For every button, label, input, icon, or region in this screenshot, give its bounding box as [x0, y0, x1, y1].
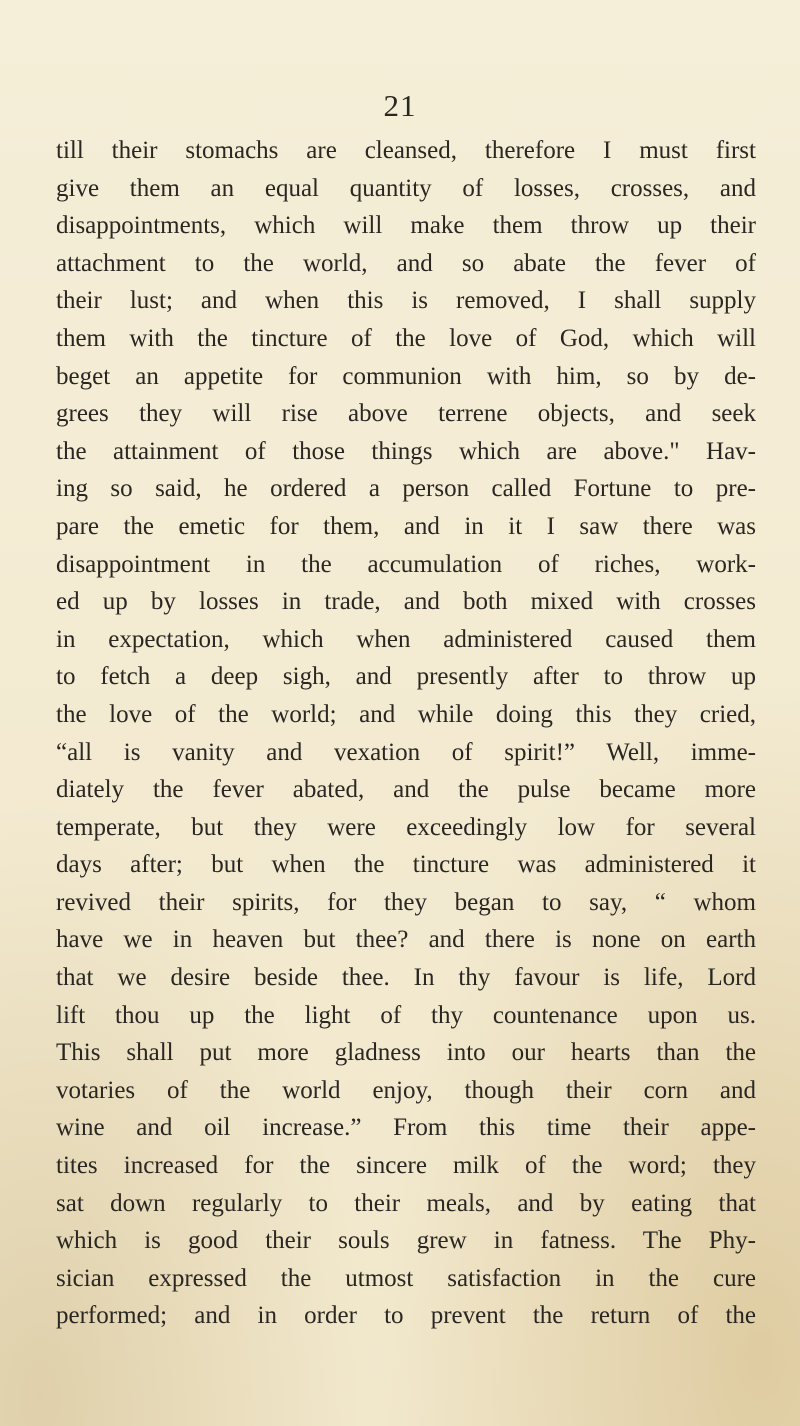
text-line: revived their spirits, for they began to say, “ whom	[56, 888, 756, 916]
body-text	[56, 132, 756, 1335]
text-line: disappointment in the accumulation of riches, work-	[56, 550, 756, 578]
text-line: give them an equal quantity of losses, crosses, and	[56, 174, 756, 202]
text-line: grees they will rise above terrene objects, and seek	[56, 400, 756, 428]
text-line: “all is vanity and vexation of spirit!” Well, imme-	[56, 738, 756, 766]
text-line: the love of the world; and while doing this they cried,	[56, 700, 756, 728]
text-line: ed up by losses in trade, and both mixed with crosses	[56, 588, 756, 616]
text-line: votaries of the world enjoy, though their corn and	[56, 1076, 756, 1104]
text-line: which is good their souls grew in fatness. The Phy-	[56, 1227, 756, 1255]
text-line: to fetch a deep sigh, and presently after to throw up	[56, 663, 756, 691]
text-line: their lust; and when this is removed, I shall supply	[56, 287, 756, 315]
text-line: pare the emetic for them, and in it I saw there was	[56, 512, 756, 540]
text-line: attachment to the world, and so abate the fever of	[56, 249, 756, 277]
text-line: the attainment of those things which are above." Hav-	[56, 437, 756, 465]
text-line: ing so said, he ordered a person called Fortune to pre-	[56, 475, 756, 503]
text-line: This shall put more gladness into our hearts than the	[56, 1039, 756, 1067]
text-line: performed; and in order to prevent the return of the	[56, 1302, 756, 1330]
text-line: them with the tincture of the love of God, which will	[56, 324, 756, 352]
text-line: tites increased for the sincere milk of the word; they	[56, 1152, 756, 1180]
page-number: 21	[383, 88, 417, 123]
text-line: sat down regularly to their meals, and by eating that	[56, 1189, 756, 1217]
text-line: have we in heaven but thee? and there is none on earth	[56, 926, 756, 954]
text-line: temperate, but they were exceedingly low for several	[56, 813, 756, 841]
text-line: diately the fever abated, and the pulse became more	[56, 776, 756, 804]
text-line: beget an appetite for communion with him, so by de-	[56, 362, 756, 390]
text-line: in expectation, which when administered caused them	[56, 625, 756, 653]
text-line: till their stomachs are cleansed, therefore I must first	[56, 137, 756, 164]
text-line: sician expressed the utmost satisfaction in the cure	[56, 1264, 756, 1292]
text-line: days after; but when the tincture was administered it	[56, 851, 756, 879]
text-line: wine and oil increase.” From this time their appe-	[56, 1114, 756, 1142]
text-line: that we desire beside thee. In thy favour is life, Lord	[56, 964, 756, 992]
text-line: disappointments, which will make them throw up their	[56, 212, 756, 240]
text-line: lift thou up the light of thy countenance upon us.	[56, 1001, 756, 1029]
